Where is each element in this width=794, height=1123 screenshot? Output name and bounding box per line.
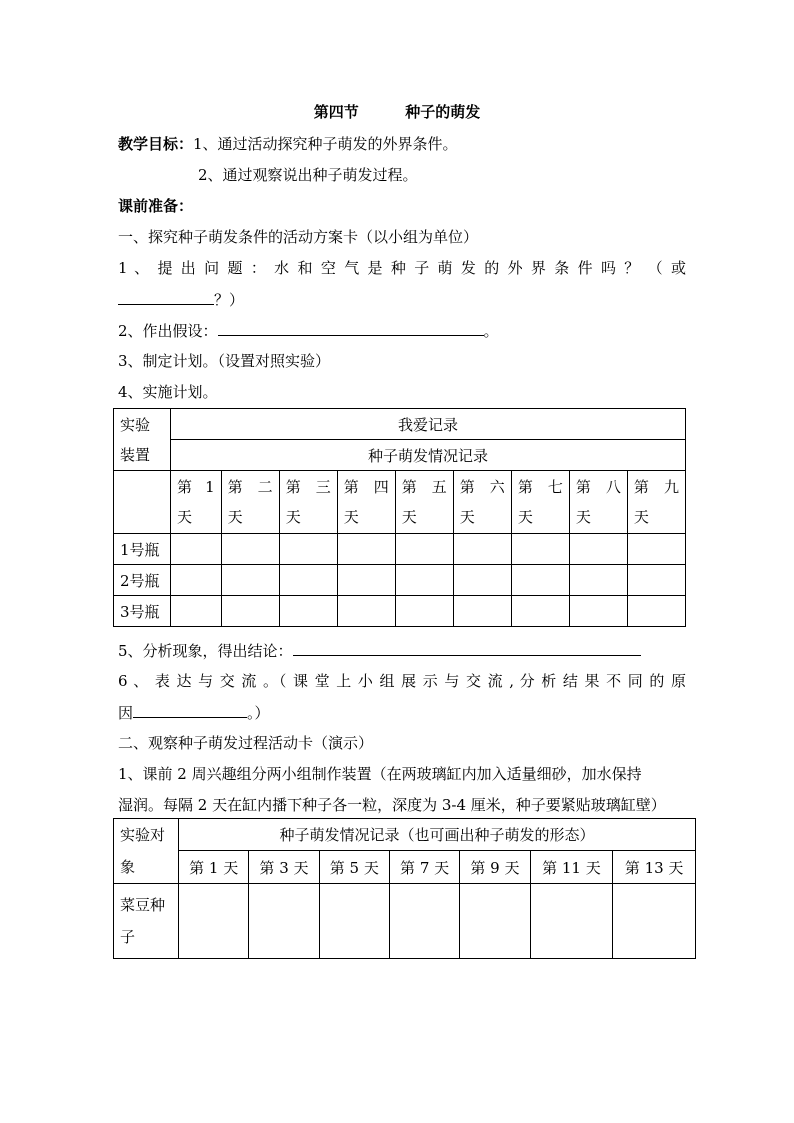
day-header: 第 二 天 (221, 471, 279, 534)
day-header: 第 1 天 (179, 851, 249, 884)
table-row (114, 565, 686, 596)
day-header: 第 七 天 (511, 471, 569, 534)
hypothesis-blank[interactable] (218, 320, 484, 336)
objectives-label: 教学目标： (118, 135, 194, 153)
section-number: 第四节 (313, 103, 359, 121)
step6-line1: 6 、 表 达 与 交 流 。（ 课 堂 上 小 组 展 示 与 交 流 , 分 析 结 果 不 同 的 原 (118, 672, 686, 690)
step4: 4、实施计划。 (118, 383, 218, 401)
record-table-2 (113, 818, 696, 959)
table2-header: 种子萌发情况记录（也可画出种子萌发的形态） (179, 819, 696, 851)
day-header: 第 7 天 (389, 851, 459, 884)
row-label: 1号瓶 (114, 534, 171, 565)
day-header-row (114, 851, 696, 884)
record-table-1 (113, 408, 686, 627)
row-label: 菜豆种 子 (114, 884, 179, 959)
day-header: 第 五 天 (395, 471, 453, 534)
step1-line2: ？） (118, 289, 244, 310)
corner-cell: 实验对 象 (114, 819, 179, 884)
day-header: 第 13 天 (613, 851, 696, 884)
day-header: 第 11 天 (530, 851, 613, 884)
day-header: 第 八 天 (569, 471, 627, 534)
objectives-line-1 (118, 134, 458, 154)
page-title (0, 101, 794, 122)
row-label: 2号瓶 (114, 565, 171, 596)
answer-blank[interactable] (118, 289, 214, 305)
preparation-label: 课前准备： (118, 197, 194, 215)
day-header: 第 5 天 (319, 851, 389, 884)
table-row (114, 534, 686, 565)
day-header-row (114, 471, 686, 534)
day-header: 第 四 天 (337, 471, 395, 534)
row-label: 3号瓶 (114, 596, 171, 627)
conclusion-blank[interactable] (293, 640, 641, 656)
day-header: 第 六 天 (453, 471, 511, 534)
objective-2: 2、通过观察说出种子萌发过程。 (198, 166, 418, 184)
corner-cell: 实验 装置 (114, 409, 171, 471)
table-row (114, 884, 696, 959)
section2-para-2: 湿润。每隔 2 天在缸内播下种子各一粒，深度为 3-4 厘米，种子要紧贴玻璃缸壁） (118, 796, 666, 814)
table1-header1: 我爱记录 (171, 409, 686, 440)
step3: 3、制定计划。（设置对照实验） (118, 352, 331, 370)
objective-1: 1、通过活动探究种子萌发的外界条件。 (193, 135, 458, 153)
day-header: 第 九 天 (627, 471, 685, 534)
section2-para-1: 1、课前 2 周兴趣组分两小组制作装置（在两玻璃缸内加入适量细砂，加水保持 (118, 765, 642, 783)
reason-blank[interactable] (133, 702, 247, 718)
step2-line: 2、作出假设： 。 (118, 322, 499, 340)
step6-line2: 因 。） (118, 704, 270, 722)
step1-line1: 1 、 提 出 问 题 ： 水 和 空 气 是 种 子 萌 发 的 外 界 条 件 吗 ？ （ 或 (118, 259, 686, 277)
day-header: 第 9 天 (460, 851, 530, 884)
day-header: 第 1 天 (171, 471, 222, 534)
table1-header2: 种子萌发情况记录 (171, 440, 686, 471)
section-title: 种子的萌发 (405, 103, 481, 121)
section1-heading: 一、探究种子萌发条件的活动方案卡（以小组为单位） (118, 228, 479, 246)
step5-line: 5、分析现象，得出结论： (118, 640, 641, 661)
table-row (114, 596, 686, 627)
day-header: 第 3 天 (249, 851, 319, 884)
section2-heading: 二、观察种子萌发过程活动卡（演示） (118, 734, 374, 752)
day-header: 第 三 天 (279, 471, 337, 534)
